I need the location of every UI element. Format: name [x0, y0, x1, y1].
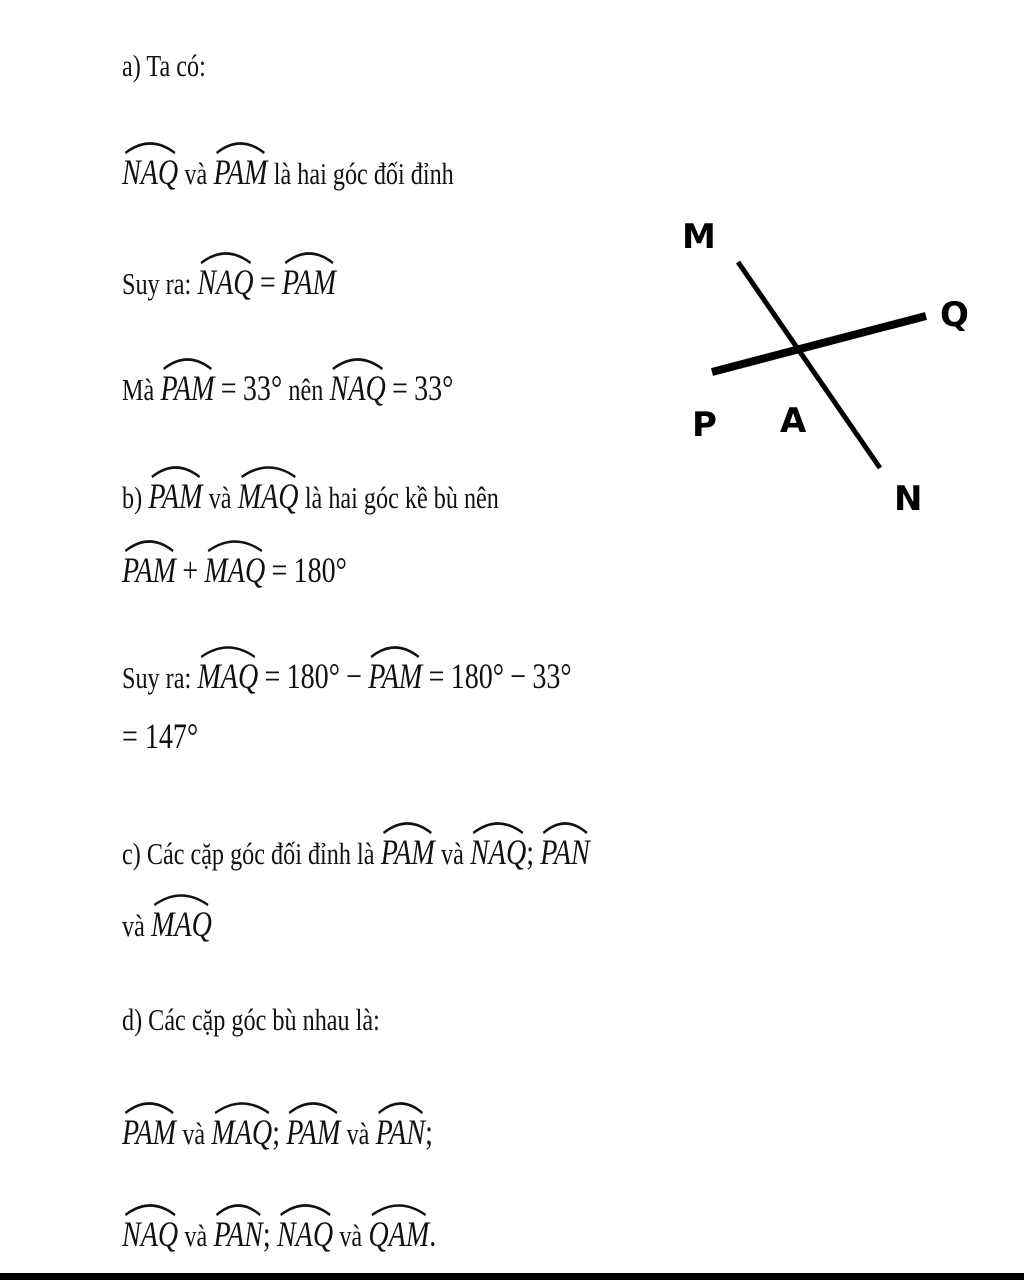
semicolon: ;	[272, 1112, 281, 1152]
line-sum	[122, 544, 347, 588]
period: .	[429, 1214, 437, 1254]
word-va: và	[184, 156, 208, 191]
angle-label: MAQ	[197, 656, 259, 696]
point-label-p: P	[692, 405, 717, 445]
semicolon: ;	[425, 1112, 433, 1152]
bottom-border	[0, 1273, 1024, 1280]
equals-sign: =	[220, 368, 237, 408]
equals-sign: =	[264, 656, 281, 696]
line-part-b	[122, 470, 499, 514]
equals-sign: =	[259, 262, 276, 302]
supplementary-text: là hai góc kề bù nên	[304, 480, 499, 515]
angle-pam	[286, 1106, 340, 1150]
value-180: 180°	[286, 656, 340, 696]
word-nen: nên	[288, 372, 324, 407]
value-33: 33°	[532, 656, 572, 696]
angle-pam	[122, 1106, 176, 1150]
angle-label: NAQ	[197, 262, 254, 302]
arc-mark	[240, 464, 296, 478]
word-va: và	[184, 1218, 208, 1253]
part-c-text: c) Các cặp góc đối đỉnh là	[122, 836, 375, 871]
angle-maq	[204, 544, 265, 588]
value-180: 180°	[450, 656, 505, 696]
part-d-header	[122, 1004, 380, 1035]
line-suy-ra-2	[122, 650, 572, 694]
word-ma: Mà	[122, 372, 155, 407]
angle-label: PAM	[281, 262, 336, 302]
minus-sign: −	[346, 656, 363, 696]
angle-qam	[368, 1208, 429, 1252]
angle-pan	[376, 1106, 425, 1150]
angle-maq	[238, 470, 299, 514]
angle-label: PAM	[122, 550, 177, 590]
angle-label: NAQ	[122, 1214, 179, 1254]
word-va: và	[182, 1116, 206, 1151]
line-part-c	[122, 826, 590, 870]
arc-mark	[332, 356, 384, 370]
point-label-q: Q	[940, 295, 969, 335]
angle-label: PAM	[380, 832, 435, 872]
angle-naq	[122, 146, 178, 190]
angle-maq	[211, 1106, 272, 1150]
angle-naq	[277, 1208, 333, 1252]
arc-mark	[200, 250, 252, 264]
geometry-figure	[660, 200, 1000, 530]
angle-naq	[330, 362, 386, 406]
angle-label: PAM	[122, 1112, 177, 1152]
line-part-c-cont	[122, 898, 212, 942]
angle-label: QAM	[368, 1214, 430, 1254]
arc-mark	[472, 820, 524, 834]
equals-sign: =	[391, 368, 408, 408]
angle-label: PAM	[286, 1112, 341, 1152]
arc-mark	[124, 140, 176, 154]
line-supp-pairs-1	[122, 1106, 433, 1150]
arc-mark	[216, 140, 266, 154]
arc-mark	[378, 1100, 423, 1114]
line-vertical-angles	[122, 146, 454, 190]
arc-mark	[124, 1100, 174, 1114]
angle-maq	[151, 898, 212, 942]
arc-mark	[124, 1202, 176, 1216]
word-suy-ra: Suy ra:	[122, 266, 192, 301]
angle-label: NAQ	[122, 152, 179, 192]
angle-pan	[540, 826, 589, 870]
point-label-n: N	[894, 479, 923, 519]
angle-label: PAM	[148, 476, 203, 516]
arc-mark	[279, 1202, 331, 1216]
angle-naq	[122, 1208, 178, 1252]
word-va: và	[208, 480, 232, 515]
angle-label: PAM	[368, 656, 423, 696]
minus-sign: −	[510, 656, 527, 696]
equals-sign: =	[428, 656, 445, 696]
angle-naq	[197, 256, 253, 300]
line-mn	[738, 262, 880, 468]
angle-pam	[282, 256, 336, 300]
angle-label: PAM	[213, 152, 268, 192]
point-label-m: M	[682, 217, 716, 257]
arc-mark	[214, 1100, 270, 1114]
line-result-147	[122, 718, 198, 754]
part-b-label: b)	[122, 480, 143, 515]
part-a-header-text: a) Ta có:	[122, 48, 206, 83]
word-suy-ra: Suy ra:	[122, 660, 192, 695]
arc-mark	[153, 892, 209, 906]
angle-pam	[160, 362, 214, 406]
angle-label: MAQ	[151, 904, 212, 944]
arc-mark	[370, 644, 420, 658]
arc-mark	[542, 820, 587, 834]
angle-label: MAQ	[237, 476, 299, 516]
angle-label: PAM	[160, 368, 215, 408]
line-suy-ra-1	[122, 256, 336, 300]
angle-label: MAQ	[211, 1112, 273, 1152]
arc-mark	[124, 538, 174, 552]
arc-mark	[200, 644, 256, 658]
value-33: 33°	[414, 368, 454, 408]
angle-label: NAQ	[329, 368, 386, 408]
angle-label: PAN	[540, 832, 590, 872]
word-va: và	[122, 908, 145, 943]
arc-mark	[284, 250, 334, 264]
angle-label: PAN	[375, 1112, 426, 1152]
value-33: 33°	[242, 368, 283, 408]
semicolon: ;	[526, 832, 535, 872]
angle-label: MAQ	[204, 550, 266, 590]
equals-sign: =	[271, 550, 288, 590]
arc-mark	[371, 1202, 427, 1216]
angle-pam	[122, 544, 176, 588]
angle-pam	[213, 146, 267, 190]
part-a-header	[122, 50, 206, 81]
angle-pam	[148, 470, 202, 514]
word-va: và	[441, 836, 464, 871]
part-d-header-text: d) Các cặp góc bù nhau là:	[122, 1002, 380, 1037]
value-180: 180°	[293, 550, 347, 590]
arc-mark	[207, 538, 263, 552]
arc-mark	[151, 464, 201, 478]
angle-label: PAN	[213, 1214, 263, 1254]
angle-pan	[213, 1208, 262, 1252]
arc-mark	[163, 356, 213, 370]
line-supp-pairs-2	[122, 1208, 436, 1252]
line-ma	[122, 362, 453, 406]
angle-pam	[368, 650, 422, 694]
angle-label: NAQ	[470, 832, 527, 872]
word-va: và	[339, 1218, 363, 1253]
point-label-a: A	[780, 401, 807, 441]
angle-naq	[470, 826, 526, 870]
line-pq	[712, 316, 926, 372]
arc-mark	[215, 1202, 260, 1216]
angle-pam	[381, 826, 435, 870]
semicolon: ;	[262, 1214, 271, 1254]
arc-mark	[383, 820, 433, 834]
plus-sign: +	[182, 550, 199, 590]
word-va: và	[346, 1116, 370, 1151]
value-147: = 147°	[122, 716, 199, 756]
arc-mark	[288, 1100, 338, 1114]
angle-label: NAQ	[276, 1214, 334, 1254]
vertical-angles-text: là hai góc đối đỉnh	[273, 156, 454, 191]
angle-maq	[197, 650, 258, 694]
